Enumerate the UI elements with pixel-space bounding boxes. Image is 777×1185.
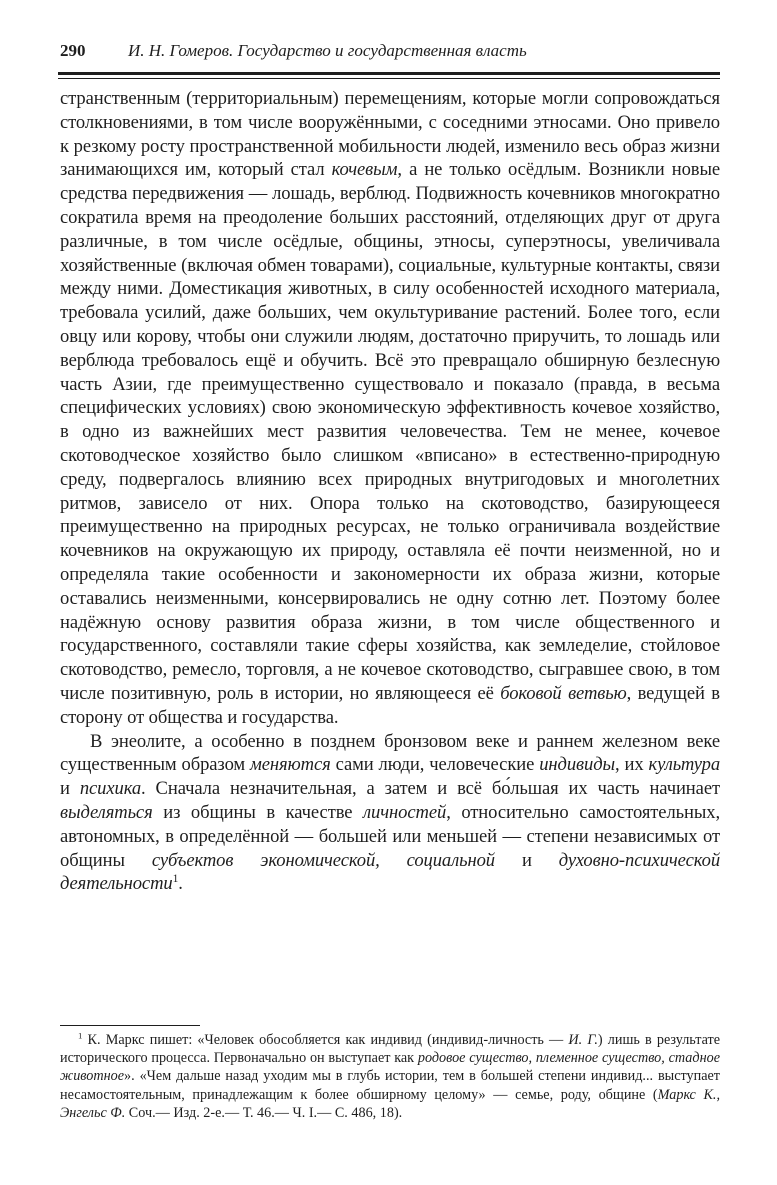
emphasis-text: меняются — [250, 754, 331, 776]
footnote-marker: 1 — [172, 873, 179, 886]
emphasis-text: психика — [79, 778, 142, 800]
paragraph — [60, 87, 720, 730]
text-run: сами люди, человеческие — [330, 754, 540, 776]
emphasis-text: родовое существо, племенное существо, стадное животное — [60, 1050, 720, 1085]
text-run: , их — [615, 754, 649, 776]
page-number: 290 — [60, 41, 86, 60]
text-run: и — [60, 778, 80, 800]
text-run: , ведущей в сторону от общества и государства. — [60, 682, 720, 728]
header-rule-thin — [58, 78, 720, 79]
emphasis-text: субъектов экономической, социальной — [151, 849, 496, 871]
footnote — [60, 1031, 720, 1122]
running-title: И. Н. Гомеров. Государство и государственная власть — [128, 41, 527, 60]
header-rule — [58, 72, 720, 75]
emphasis-text: боковой ветвью — [500, 682, 627, 704]
emphasis-text: выделяться — [60, 801, 153, 823]
emphasis-text: индивиды — [539, 754, 615, 776]
body-text — [60, 87, 720, 896]
text-run: странственным (территориальным) перемещениям, которые могли сопровождаться столкновениями, в том числе вооружёнными, с соседними этносами. Оно привело к резкому росту пространственной мобильности людей, изменило весь образ жизни занимающихся им, который стал — [60, 88, 720, 181]
text-run: . — [178, 873, 183, 895]
text-run: К. Маркс пишет: «Человек обособляется как индивид (индивид-личность — — [82, 1032, 569, 1048]
text-run: и — [495, 849, 559, 871]
text-run: . Сначала незначительная, а затем и всё бо́льшая их часть начинает — [141, 778, 720, 800]
text-run: , а не только осёдлым. Возникли новые средства передвижения — лошадь, верблюд. Подвижность кочевников многократно сократила время на преодоление больших расстояний, отделяющих друг от друга различные, в том числе осёдлые, общины, этносы, суперэтносы, увеличивала хозяйственные (включая обмен товарами), социальные, культурные контакты, связи между ними. Доместикация животных, в силу особенностей исходного материала, требовала усилий, даже больших, чем окультуривание растений. Более того, если овцу или корову, чтобы они служили людям, достаточно приручить, то лошадь или верблюда требовалось ещё и обучить. Всё это превращало обширную безлесную часть Азии, где преимущественно существовало и показало (правда, в весьма специфических условиях) свою экономическую эффективность кочевое хозяйство, в одно из важнейших мест развития человечества. Тем не менее, кочевое скотоводческое хозяйство было слишком «вписано» в естественно-природную среду, подвергалось влиянию всех природных внутригодовых и многолетних ритмов, зависело от них. Опора только на скотоводство, базирующееся преимущественно на природных ресурсах, не только ограничивала воздействие кочевников на окружающую их природу, оставляла её почти неизменной, но и определяла такие особенности и закономерности их образа жизни, которые оставались неизменными, консервировались не одну сотню лет. Поэтому более надёжную основу развития образа жизни, в том числе общественного и государственного, составляли такие сферы хозяйства, как земледелие, стойловое скотоводство, ремесло, торговля, а не кочевое скотоводство, сыгравшее свою, в том числе позитивную, роль в истории, но являющееся её — [60, 159, 721, 704]
text-run: ». «Чем дальше назад уходим мы в глубь истории, тем в большей степени индивид... выступает несамостоятельным, принадлежащим к более обширному целому» — семье, роду, общине ( — [60, 1068, 720, 1103]
emphasis-text: культура — [648, 754, 721, 776]
emphasis-text: Маркс К., Энгельс Ф. — [60, 1086, 720, 1121]
text-run: из общины в качестве — [152, 801, 364, 823]
footnote-rule — [60, 1025, 200, 1026]
text-run: В энеолите, а особенно в позднем бронзовом веке и раннем железном веке существенным образом — [60, 730, 720, 776]
text-run: ) лишь в результате исторического процесса. Первоначально он выступает как — [60, 1032, 721, 1067]
text-run: , относительно самостоятельных, автономных, в определённой — большей или меньшей — степени независимых от общины — [60, 801, 721, 871]
emphasis-text: И. Г. — [568, 1032, 598, 1048]
page-header — [60, 40, 720, 62]
footnote-marker: 1 — [78, 1030, 83, 1041]
emphasis-text: личностей — [363, 801, 447, 823]
paragraph — [60, 730, 720, 897]
text-run: Соч.— Изд. 2-е.— Т. 46.— Ч. I.— С. 486, 18). — [125, 1104, 403, 1121]
emphasis-text: духовно-психической деятельности — [60, 849, 721, 895]
emphasis-text: кочевым — [331, 159, 398, 181]
